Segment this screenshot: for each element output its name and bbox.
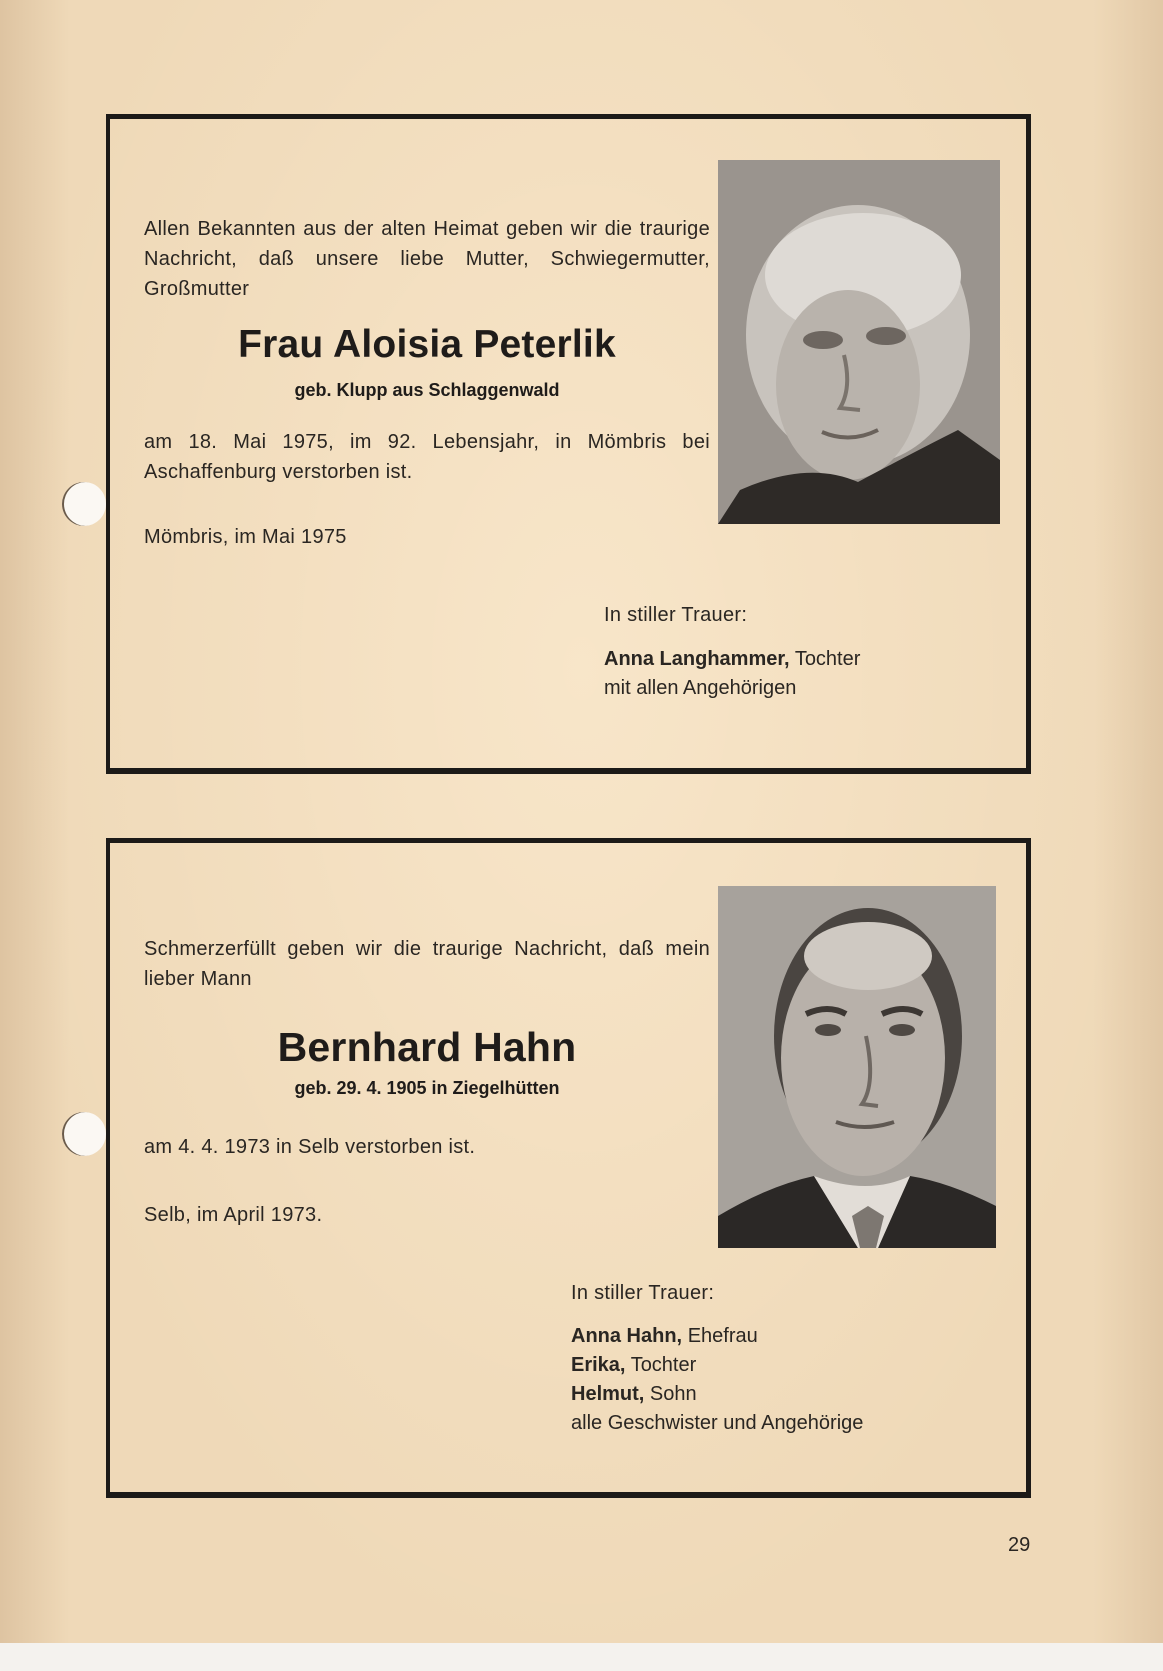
- notice2-mourners-list: [571, 1322, 863, 1438]
- notice1-place-date: Mömbris, im Mai 1975: [144, 526, 347, 548]
- notice2-intro: Schmerzerfüllt geben wir die traurige Nachricht, daß mein lieber Mann: [144, 938, 710, 990]
- punch-hole-top: [62, 482, 106, 526]
- mourner-relation: Sohn: [649, 1383, 697, 1405]
- mourner-name: Anna Hahn,: [571, 1325, 683, 1347]
- notice2-place-date: Selb, im April 1973.: [144, 1204, 323, 1226]
- mourner-row: [571, 1351, 863, 1380]
- notice1-intro: Allen Bekannten aus der alten Heimat geben wir die traurige Nachricht, daß unsere liebe Mutter, Schwiegermutter, Großmutter: [144, 218, 710, 300]
- notice2-death-info: am 4. 4. 1973 in Selb verstorben ist.: [144, 1136, 476, 1158]
- mourner-relation: Tochter: [630, 1354, 697, 1376]
- notice2-birth-info: geb. 29. 4. 1905 in Ziegelhütten: [294, 1078, 560, 1098]
- portrait-elderly-man-icon: [718, 886, 996, 1248]
- mourner-name: Anna Langhammer,: [604, 648, 790, 670]
- mourner-row: [571, 1322, 863, 1351]
- mourner-row: [571, 1380, 863, 1409]
- mourners-closing: alle Geschwister und Angehörige: [571, 1412, 864, 1434]
- mourner-relation: Tochter: [794, 648, 861, 670]
- page-number: 29: [1008, 1534, 1031, 1556]
- mourner-name: Erika,: [571, 1354, 626, 1376]
- portrait-photo-peterlik: [718, 160, 1000, 524]
- mourners-closing: mit allen Angehörigen: [604, 677, 797, 699]
- notice2-mourning-heading: In stiller Trauer:: [571, 1282, 715, 1304]
- notice1-birth-info: geb. Klupp aus Schlaggenwald: [294, 380, 560, 400]
- scan-bottom-strip: [0, 1643, 1163, 1671]
- portrait-elderly-woman-icon: [718, 160, 1000, 524]
- notice1-mourning-heading: In stiller Trauer:: [604, 604, 748, 626]
- notice1-name: Frau Aloisia Peterlik: [238, 323, 616, 366]
- notice1-death-info: am 18. Mai 1975, im 92. Lebensjahr, in Mömbris bei Aschaffenburg verstorben ist.: [144, 431, 710, 483]
- mourner-row: [604, 645, 860, 674]
- punch-hole-bottom: [62, 1112, 106, 1156]
- mourner-relation: Ehefrau: [687, 1325, 758, 1347]
- notice2-name: Bernhard Hahn: [277, 1024, 577, 1070]
- notice1-mourners-list: [604, 645, 860, 703]
- mourner-name: Helmut,: [571, 1383, 645, 1405]
- portrait-photo-hahn: [718, 886, 996, 1248]
